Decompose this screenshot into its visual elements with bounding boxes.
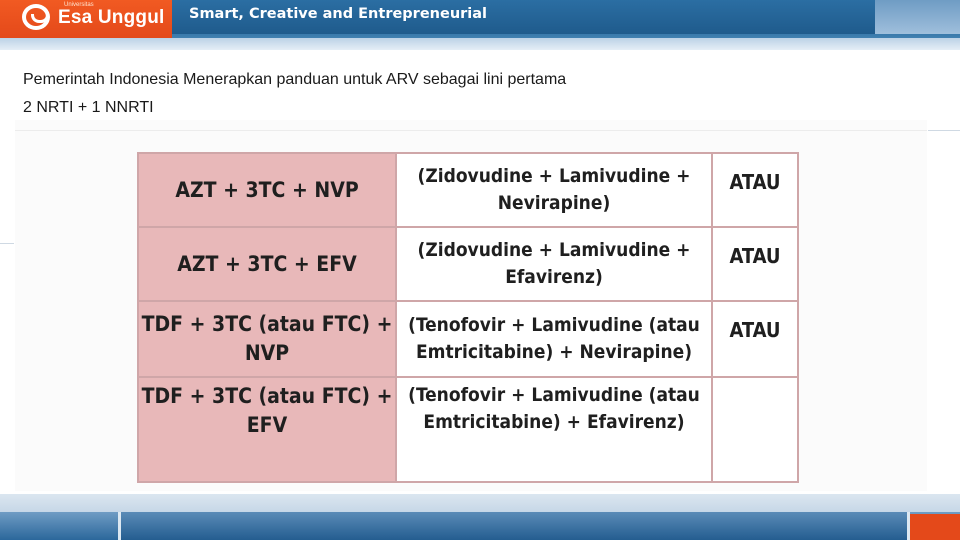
footer-orange-block	[910, 514, 960, 540]
drug-line: (Zidovudine + Lamivudine +	[417, 165, 691, 187]
logo-subtitle: Universitas	[64, 2, 94, 8]
table-row	[138, 153, 798, 227]
drug-names-cell	[396, 377, 712, 482]
intro-line-1: Pemerintah Indonesia Menerapkan panduan untuk ARV sebagai lini pertama	[23, 71, 567, 88]
conjunction-cell: ATAU	[712, 153, 798, 227]
intro-line-2: 2 NRTI + 1 NNRTI	[23, 99, 154, 116]
slide-text	[23, 66, 566, 122]
header-banner	[0, 0, 960, 50]
regimen-line: AZT + 3TC + EFV	[177, 251, 357, 276]
drug-names-cell	[396, 301, 712, 377]
drug-line: Efavirenz)	[505, 266, 603, 288]
regimen-line: NVP	[244, 341, 290, 365]
drug-line: (Tenofovir + Lamivudine (atau	[408, 314, 700, 336]
regimen-line: EFV	[246, 413, 288, 437]
divider	[0, 243, 14, 244]
tagline-strip	[172, 0, 878, 34]
arv-table-image	[15, 120, 927, 491]
logo-block	[0, 0, 172, 38]
table-row	[138, 301, 798, 377]
conjunction-cell: ATAU	[712, 227, 798, 301]
drug-line: Emtricitabine) + Nevirapine)	[415, 341, 693, 363]
regimen-cell	[138, 301, 396, 377]
conjunction-cell: ATAU	[712, 301, 798, 377]
arv-regimen-table	[137, 152, 799, 483]
drug-line: (Zidovudine + Lamivudine +	[417, 239, 691, 261]
drug-line: Emtricitabine) + Efavirenz)	[423, 411, 685, 433]
footer-bar	[0, 494, 960, 540]
tagline: Smart, Creative and Entrepreneurial	[189, 6, 488, 22]
footer-bevel	[118, 512, 910, 540]
regimen-cell	[138, 227, 396, 301]
regimen-cell	[138, 377, 396, 482]
drug-names-cell	[396, 153, 712, 227]
regimen-line: TDF + 3TC (atau FTC) +	[141, 312, 393, 336]
drug-line: Nevirapine)	[497, 192, 611, 214]
footer-light-band	[0, 494, 960, 512]
header-right-panel	[875, 0, 960, 34]
divider	[928, 130, 960, 131]
conjunction-cell	[712, 377, 798, 482]
drug-names-cell	[396, 227, 712, 301]
logo-text: Esa Unggul	[58, 7, 165, 28]
regimen-line: AZT + 3TC + NVP	[175, 177, 359, 202]
regimen-cell	[138, 153, 396, 227]
esa-unggul-logo-icon	[22, 4, 50, 30]
regimen-line: TDF + 3TC (atau FTC) +	[141, 384, 393, 408]
table-row	[138, 377, 798, 482]
header-light-band	[0, 38, 960, 50]
table-row	[138, 227, 798, 301]
drug-line: (Tenofovir + Lamivudine (atau	[408, 384, 700, 406]
